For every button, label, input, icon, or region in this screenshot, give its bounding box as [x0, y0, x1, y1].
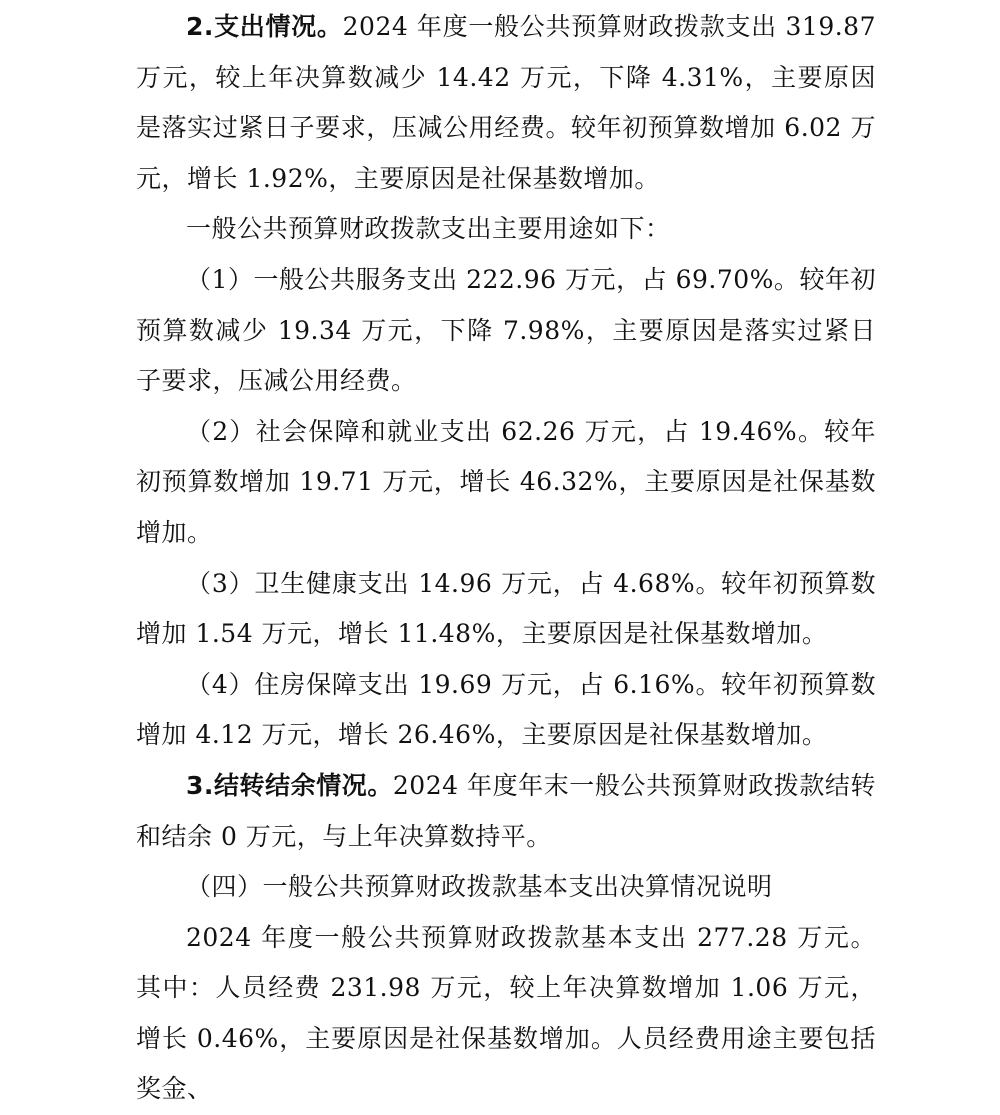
paragraph-expenditure: [136, 2, 876, 204]
heading-carryover: 3.结转结余情况。: [186, 770, 393, 800]
paragraph-carryover: [136, 761, 876, 862]
paragraph-expenditure-text: 2024 年度一般公共预算财政拨款支出 319.87 万元，较上年决算数减少 14.42 万元，下降 4.31%，主要原因是落实过紧日子要求，压减公用经费。较年初预算数增加 6.02 万元，增长 1.92%，主要原因是社保基数增加。: [136, 12, 876, 193]
paragraph-carryover-text: 2024 年度年末一般公共预算财政拨款结转和结余 0 万元，与上年决算数持平。: [136, 770, 876, 851]
heading-expenditure: 2.支出情况。: [186, 12, 343, 41]
paragraph-uses-intro: 一般公共预算财政拨款支出主要用途如下：: [186, 214, 671, 244]
paragraph-housing: （4）住房保障支出 19.69 万元，占 6.16%。较年初预算数增加 4.12 万元，增长 26.46%，主要原因是社保基数增加。: [136, 669, 876, 750]
paragraph-social-security: （2）社会保障和就业支出 62.26 万元，占 19.46%。较年初预算数增加 19.71 万元，增长 46.32%，主要原因是社保基数增加。: [136, 416, 876, 547]
paragraph-basic-expenditure: 2024 年度一般公共预算财政拨款基本支出 277.28 万元。其中：人员经费 231.98 万元，较上年决算数增加 1.06 万元，增长 0.46%，主要原因是社保基数增加。人员经费用途主要包括奖金、: [136, 922, 876, 1104]
section-heading-basic-expenditure: （四）一般公共预算财政拨款基本支出决算情况说明: [186, 872, 773, 902]
paragraph-health: （3）卫生健康支出 14.96 万元，占 4.68%。较年初预算数增加 1.54 万元，增长 11.48%，主要原因是社保基数增加。: [136, 568, 876, 649]
document-body: [136, 2, 876, 1115]
paragraph-general-services: （1）一般公共服务支出 222.96 万元，占 69.70%。较年初预算数减少 19.34 万元，下降 7.98%，主要原因是落实过紧日子要求，压减公用经费。: [136, 264, 876, 396]
